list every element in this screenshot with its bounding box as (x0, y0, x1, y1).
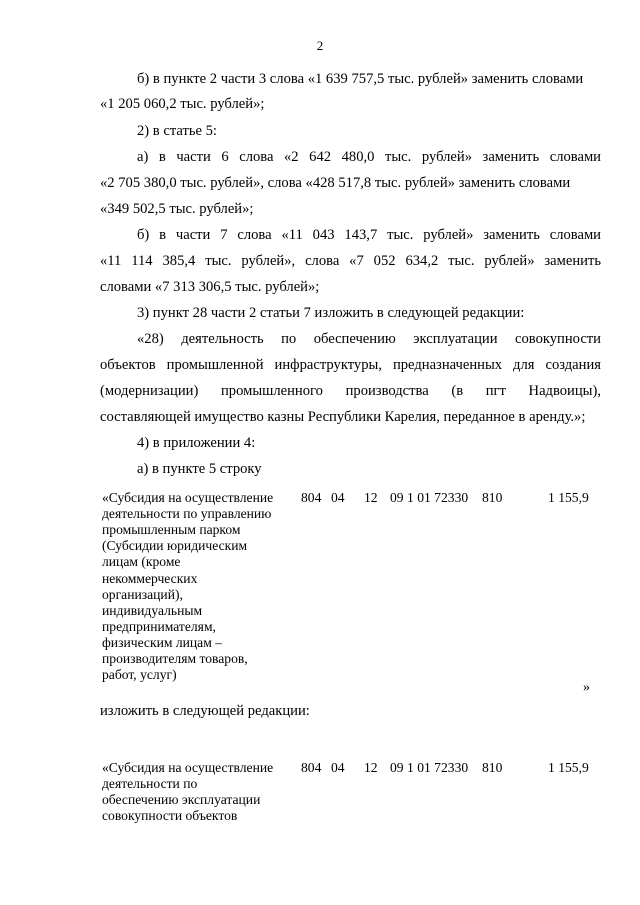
paragraph-line: (модернизации) промышленного производства (в пгт Надвоицы), (100, 383, 601, 399)
paragraph-line: «1 205 060,2 тыс. рублей»; (100, 96, 265, 112)
table-cell-pr: 12 (364, 760, 378, 775)
table-cell-name-line: некоммерческих (102, 571, 198, 586)
table-cell-name-line: промышленным парком (102, 522, 241, 537)
replace-instruction: изложить в следующей редакции: (100, 703, 310, 719)
paragraph-line: а) в части 6 слова «2 642 480,0 тыс. рублей» заменить словами (137, 149, 601, 165)
table-cell-sum: 1 155,9 (548, 760, 589, 775)
table-cell-rz: 04 (331, 490, 345, 505)
table-cell-vr: 810 (482, 490, 503, 505)
page-number: 2 (316, 38, 324, 53)
table-row-old (0, 490, 640, 690)
paragraph-line: словами «7 313 306,5 тыс. рублей»; (100, 279, 320, 295)
paragraph-line: объектов промышленной инфраструктуры, предназначенных для создания (100, 357, 601, 373)
table-cell-name-line: физическим лицам – (102, 635, 223, 650)
paragraph-line: 4) в приложении 4: (137, 435, 256, 451)
table-cell-ved: 804 (301, 760, 322, 775)
table-cell-name-line: индивидуальным (102, 603, 203, 618)
table-cell-sum: 1 155,9 (548, 490, 589, 505)
table-cell-ved: 804 (301, 490, 322, 505)
closing-quote: » (583, 680, 590, 695)
table-cell-name-line: производителям товаров, (102, 651, 248, 666)
paragraph-line: «2 705 380,0 тыс. рублей», слова «428 517,8 тыс. рублей» заменить словами (100, 175, 571, 191)
paragraph-line: 2) в статье 5: (137, 123, 217, 139)
table-cell-name-line: совокупности объектов (102, 808, 238, 823)
table-cell-name-line: предпринимателям, (102, 619, 216, 634)
paragraph-line: «28) деятельность по обеспечению эксплуатации совокупности (137, 331, 601, 347)
paragraph-line: составляющей имущество казны Республики Карелия, переданное в аренду.»; (100, 409, 586, 425)
paragraph-line: 3) пункт 28 части 2 статьи 7 изложить в следующей редакции: (137, 305, 525, 321)
paragraph-line: а) в пункте 5 строку (137, 461, 262, 477)
table-cell-name-line: деятельности по управлению (102, 506, 272, 521)
table-cell-name-line: «Субсидия на осуществление (102, 490, 274, 505)
table-cell-name-line: «Субсидия на осуществление (102, 760, 274, 775)
table-row-new (0, 760, 640, 830)
table-cell-csr: 09 1 01 72330 (390, 490, 469, 505)
table-cell-name-line: деятельности по (102, 776, 198, 791)
table-cell-vr: 810 (482, 760, 503, 775)
table-cell-name-line: работ, услуг) (102, 667, 177, 682)
paragraph-line: «349 502,5 тыс. рублей»; (100, 201, 254, 217)
table-cell-csr: 09 1 01 72330 (390, 760, 469, 775)
paragraph-line: б) в части 7 слова «11 043 143,7 тыс. рублей» заменить словами (137, 227, 601, 243)
table-cell-name-line: (Субсидии юридическим (102, 538, 248, 553)
table-cell-name-line: лицам (кроме (102, 554, 181, 569)
table-cell-rz: 04 (331, 760, 345, 775)
table-cell-pr: 12 (364, 490, 378, 505)
table-cell-name-line: обеспечению эксплуатации (102, 792, 261, 807)
table-cell-name-line: организаций), (102, 587, 183, 602)
paragraph-line: б) в пункте 2 части 3 слова «1 639 757,5 тыс. рублей» заменить словами (137, 71, 584, 87)
paragraph-line: «11 114 385,4 тыс. рублей», слова «7 052 634,2 тыс. рублей» заменить (100, 253, 601, 269)
